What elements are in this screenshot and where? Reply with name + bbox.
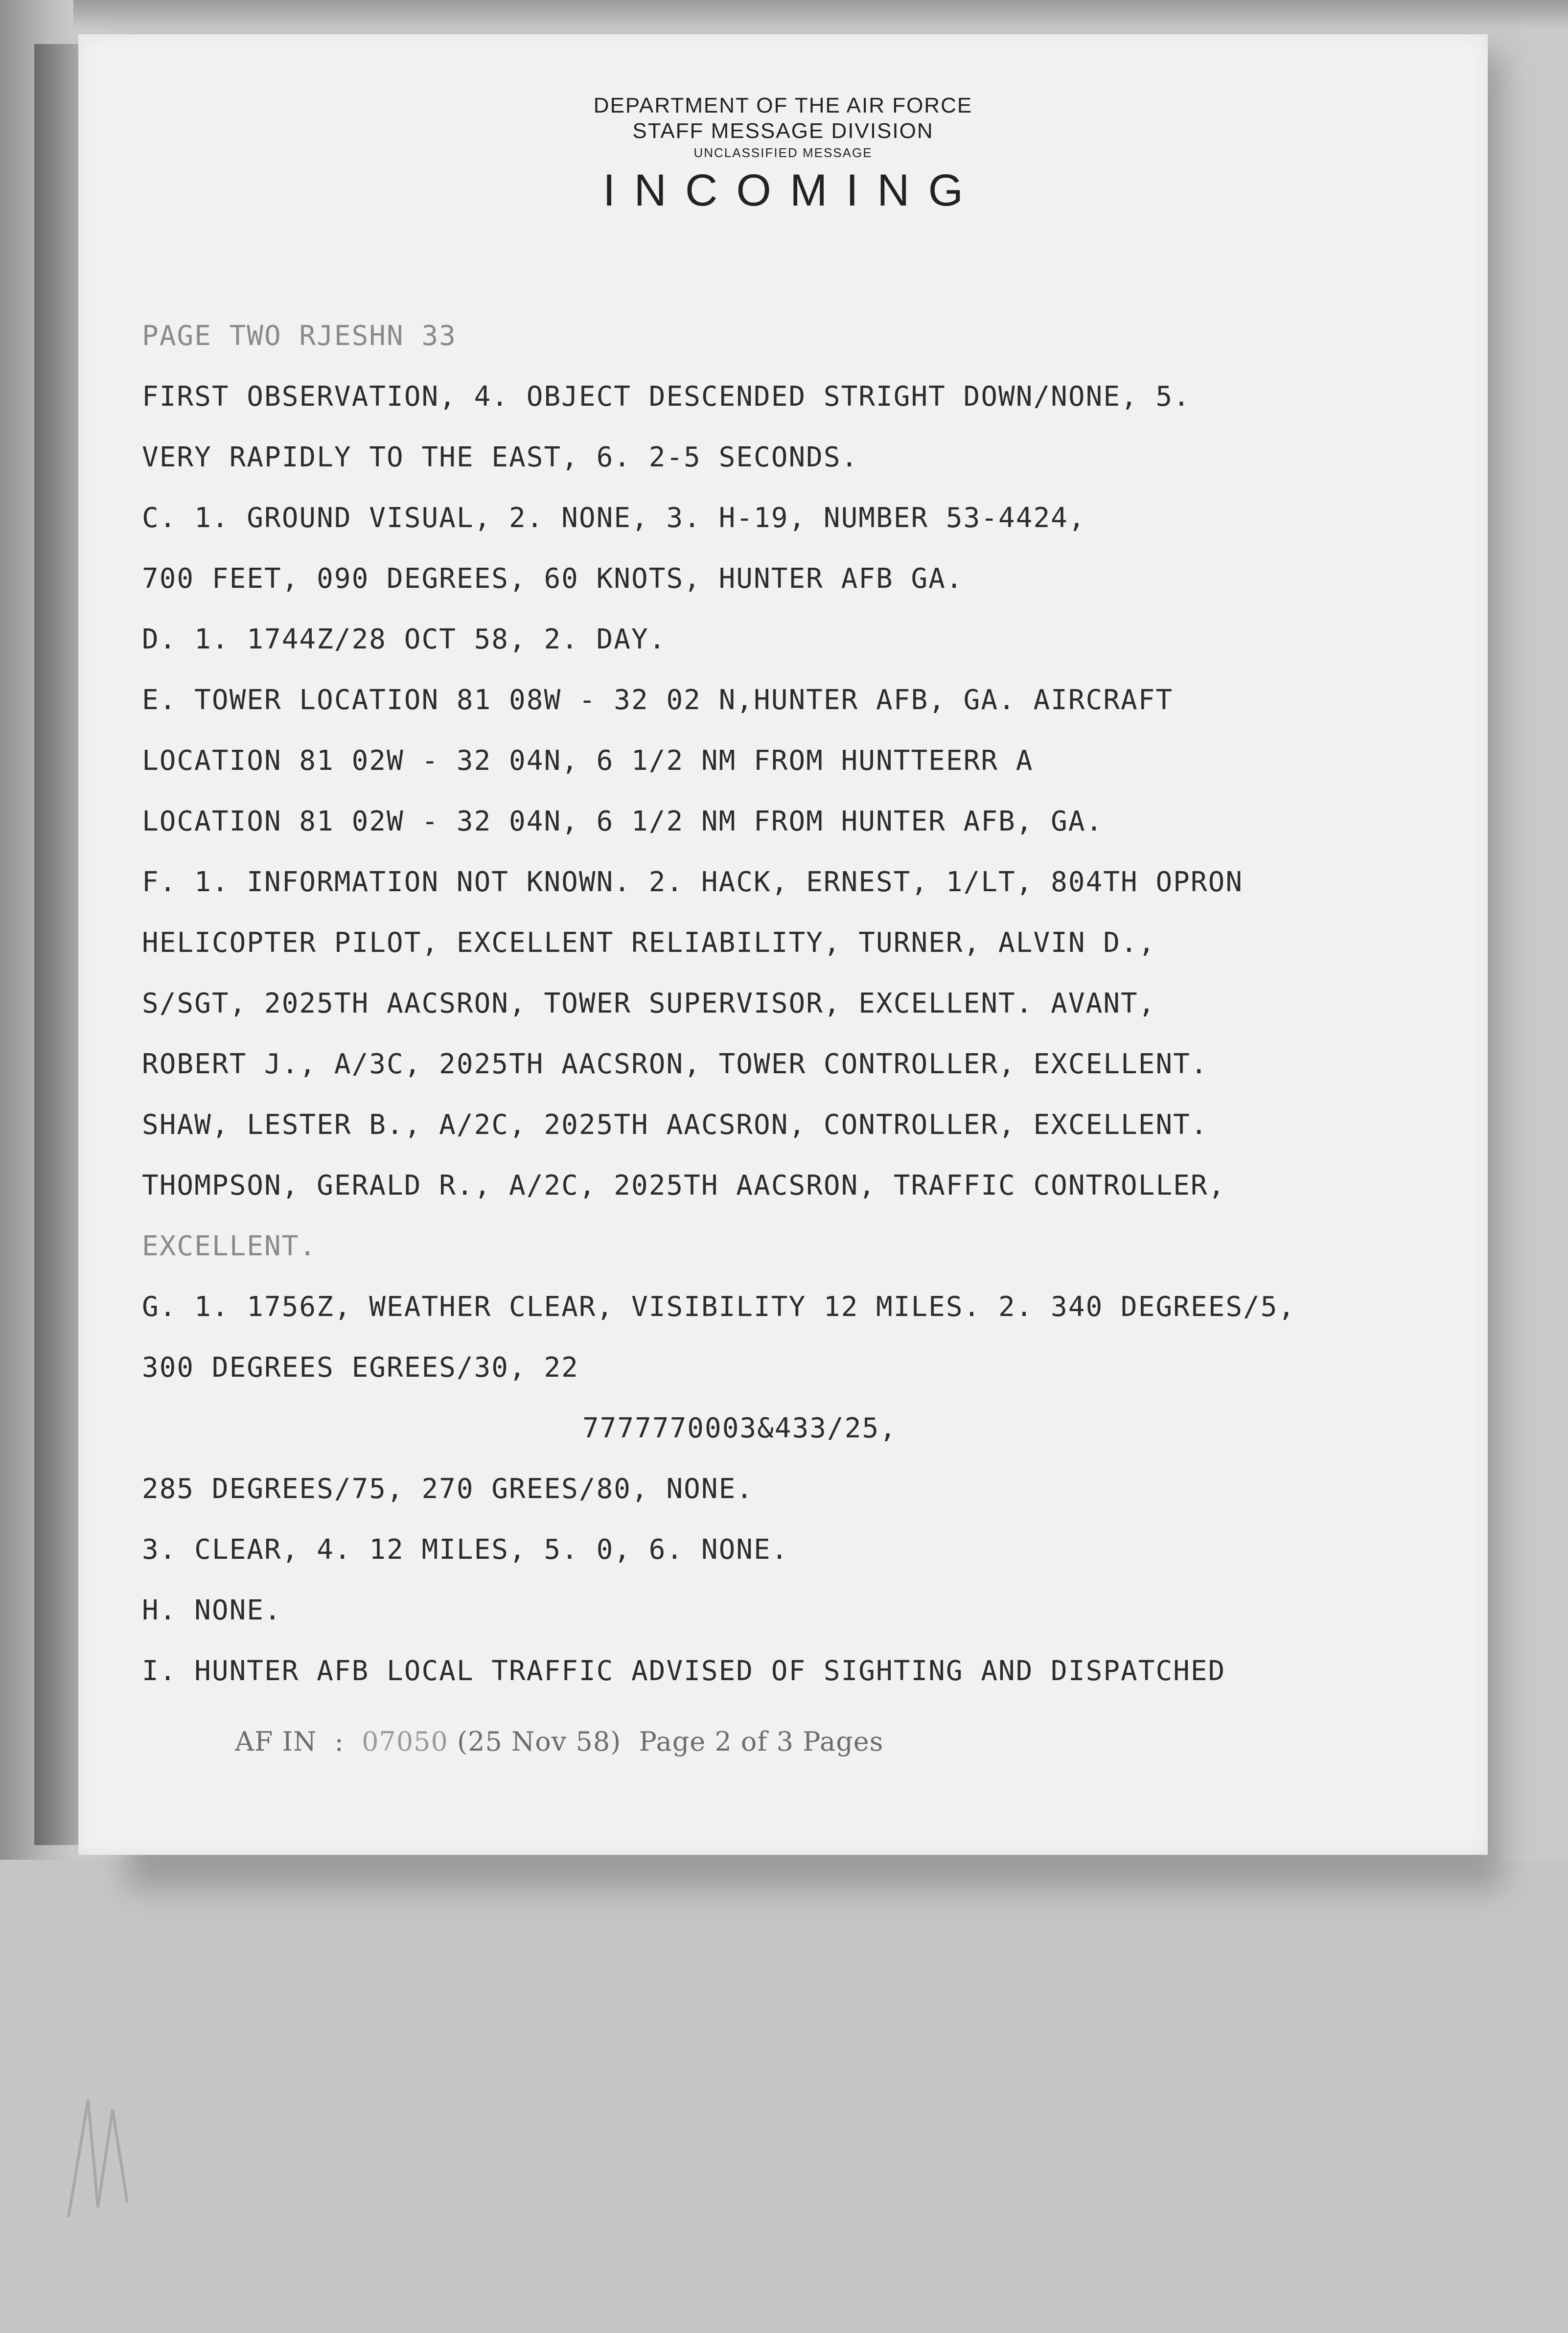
footer-ref-label: AF IN [235,1726,317,1757]
page-shadow-edge [34,44,78,1845]
message-line: G. 1. 1756Z, WEATHER CLEAR, VISIBILITY 12 MILES. 2. 340 DEGREES/5, [142,1291,1296,1323]
message-line: LOCATION 81 02W - 32 04N, 6 1/2 NM FROM HUNTTEERR A [142,745,1034,777]
message-line: 7777770003&433/25, [582,1412,897,1444]
message-line: S/SGT, 2025TH AACSRON, TOWER SUPERVISOR, EXCELLENT. AVANT, [142,988,1156,1019]
message-line: D. 1. 1744Z/28 OCT 58, 2. DAY. [142,624,667,655]
message-line: HELICOPTER PILOT, EXCELLENT RELIABILITY, TURNER, ALVIN D., [142,927,1156,959]
direction-label: INCOMING [602,165,982,215]
message-line: F. 1. INFORMATION NOT KNOWN. 2. HACK, ERNEST, 1/LT, 804TH OPRON [142,866,1244,898]
footer-separator: : [334,1726,344,1757]
message-line: THOMPSON, GERALD R., A/2C, 2025TH AACSRON, TRAFFIC CONTROLLER, [142,1170,1226,1201]
footer-date: (25 Nov 58) [457,1726,622,1757]
message-line: 285 DEGREES/75, 270 GREES/80, NONE. [142,1473,754,1505]
film-top-edge [0,0,1568,29]
message-line: H. NONE. [142,1594,282,1626]
message-line: ROBERT J., A/3C, 2025TH AACSRON, TOWER CONTROLLER, EXCELLENT. [142,1048,1208,1080]
message-line: EXCELLENT. [142,1230,317,1262]
message-line: I. HUNTER AFB LOCAL TRAFFIC ADVISED OF SIGHTING AND DISPATCHED [142,1655,1226,1687]
message-line: FIRST OBSERVATION, 4. OBJECT DESCENDED STRIGHT DOWN/NONE, 5. [142,381,1191,413]
message-line: C. 1. GROUND VISUAL, 2. NONE, 3. H-19, NUMBER 53-4424, [142,502,1086,534]
message-line: LOCATION 81 02W - 32 04N, 6 1/2 NM FROM HUNTER AFB, GA. [142,806,1104,837]
pencil-mark-icon [59,2080,147,2227]
classification-label: UNCLASSIFIED MESSAGE [693,145,873,160]
message-page [78,34,1488,1855]
footer-pagination: Page 2 of 3 Pages [639,1726,884,1757]
division-title: STAFF MESSAGE DIVISION [632,119,934,143]
message-body [142,306,1434,1757]
department-title: DEPARTMENT OF THE AIR FORCE [593,93,973,117]
message-line: E. TOWER LOCATION 81 08W - 32 02 N,HUNTER AFB, GA. AIRCRAFT [142,684,1174,716]
message-footer [142,1726,1434,1757]
message-line: 300 DEGREES EGREES/30, 22 [142,1352,579,1384]
message-line: VERY RAPIDLY TO THE EAST, 6. 2-5 SECONDS. [142,441,859,473]
message-line: SHAW, LESTER B., A/2C, 2025TH AACSRON, CONTROLLER, EXCELLENT. [142,1109,1208,1141]
message-header [78,93,1488,217]
footer-ref-number: 07050 [362,1726,448,1757]
background-surface [0,1860,1568,2333]
message-line: 700 FEET, 090 DEGREES, 60 KNOTS, HUNTER AFB GA. [142,563,964,595]
message-line: PAGE TWO RJESHN 33 [142,320,457,352]
message-line: 3. CLEAR, 4. 12 MILES, 5. 0, 6. NONE. [142,1534,789,1566]
